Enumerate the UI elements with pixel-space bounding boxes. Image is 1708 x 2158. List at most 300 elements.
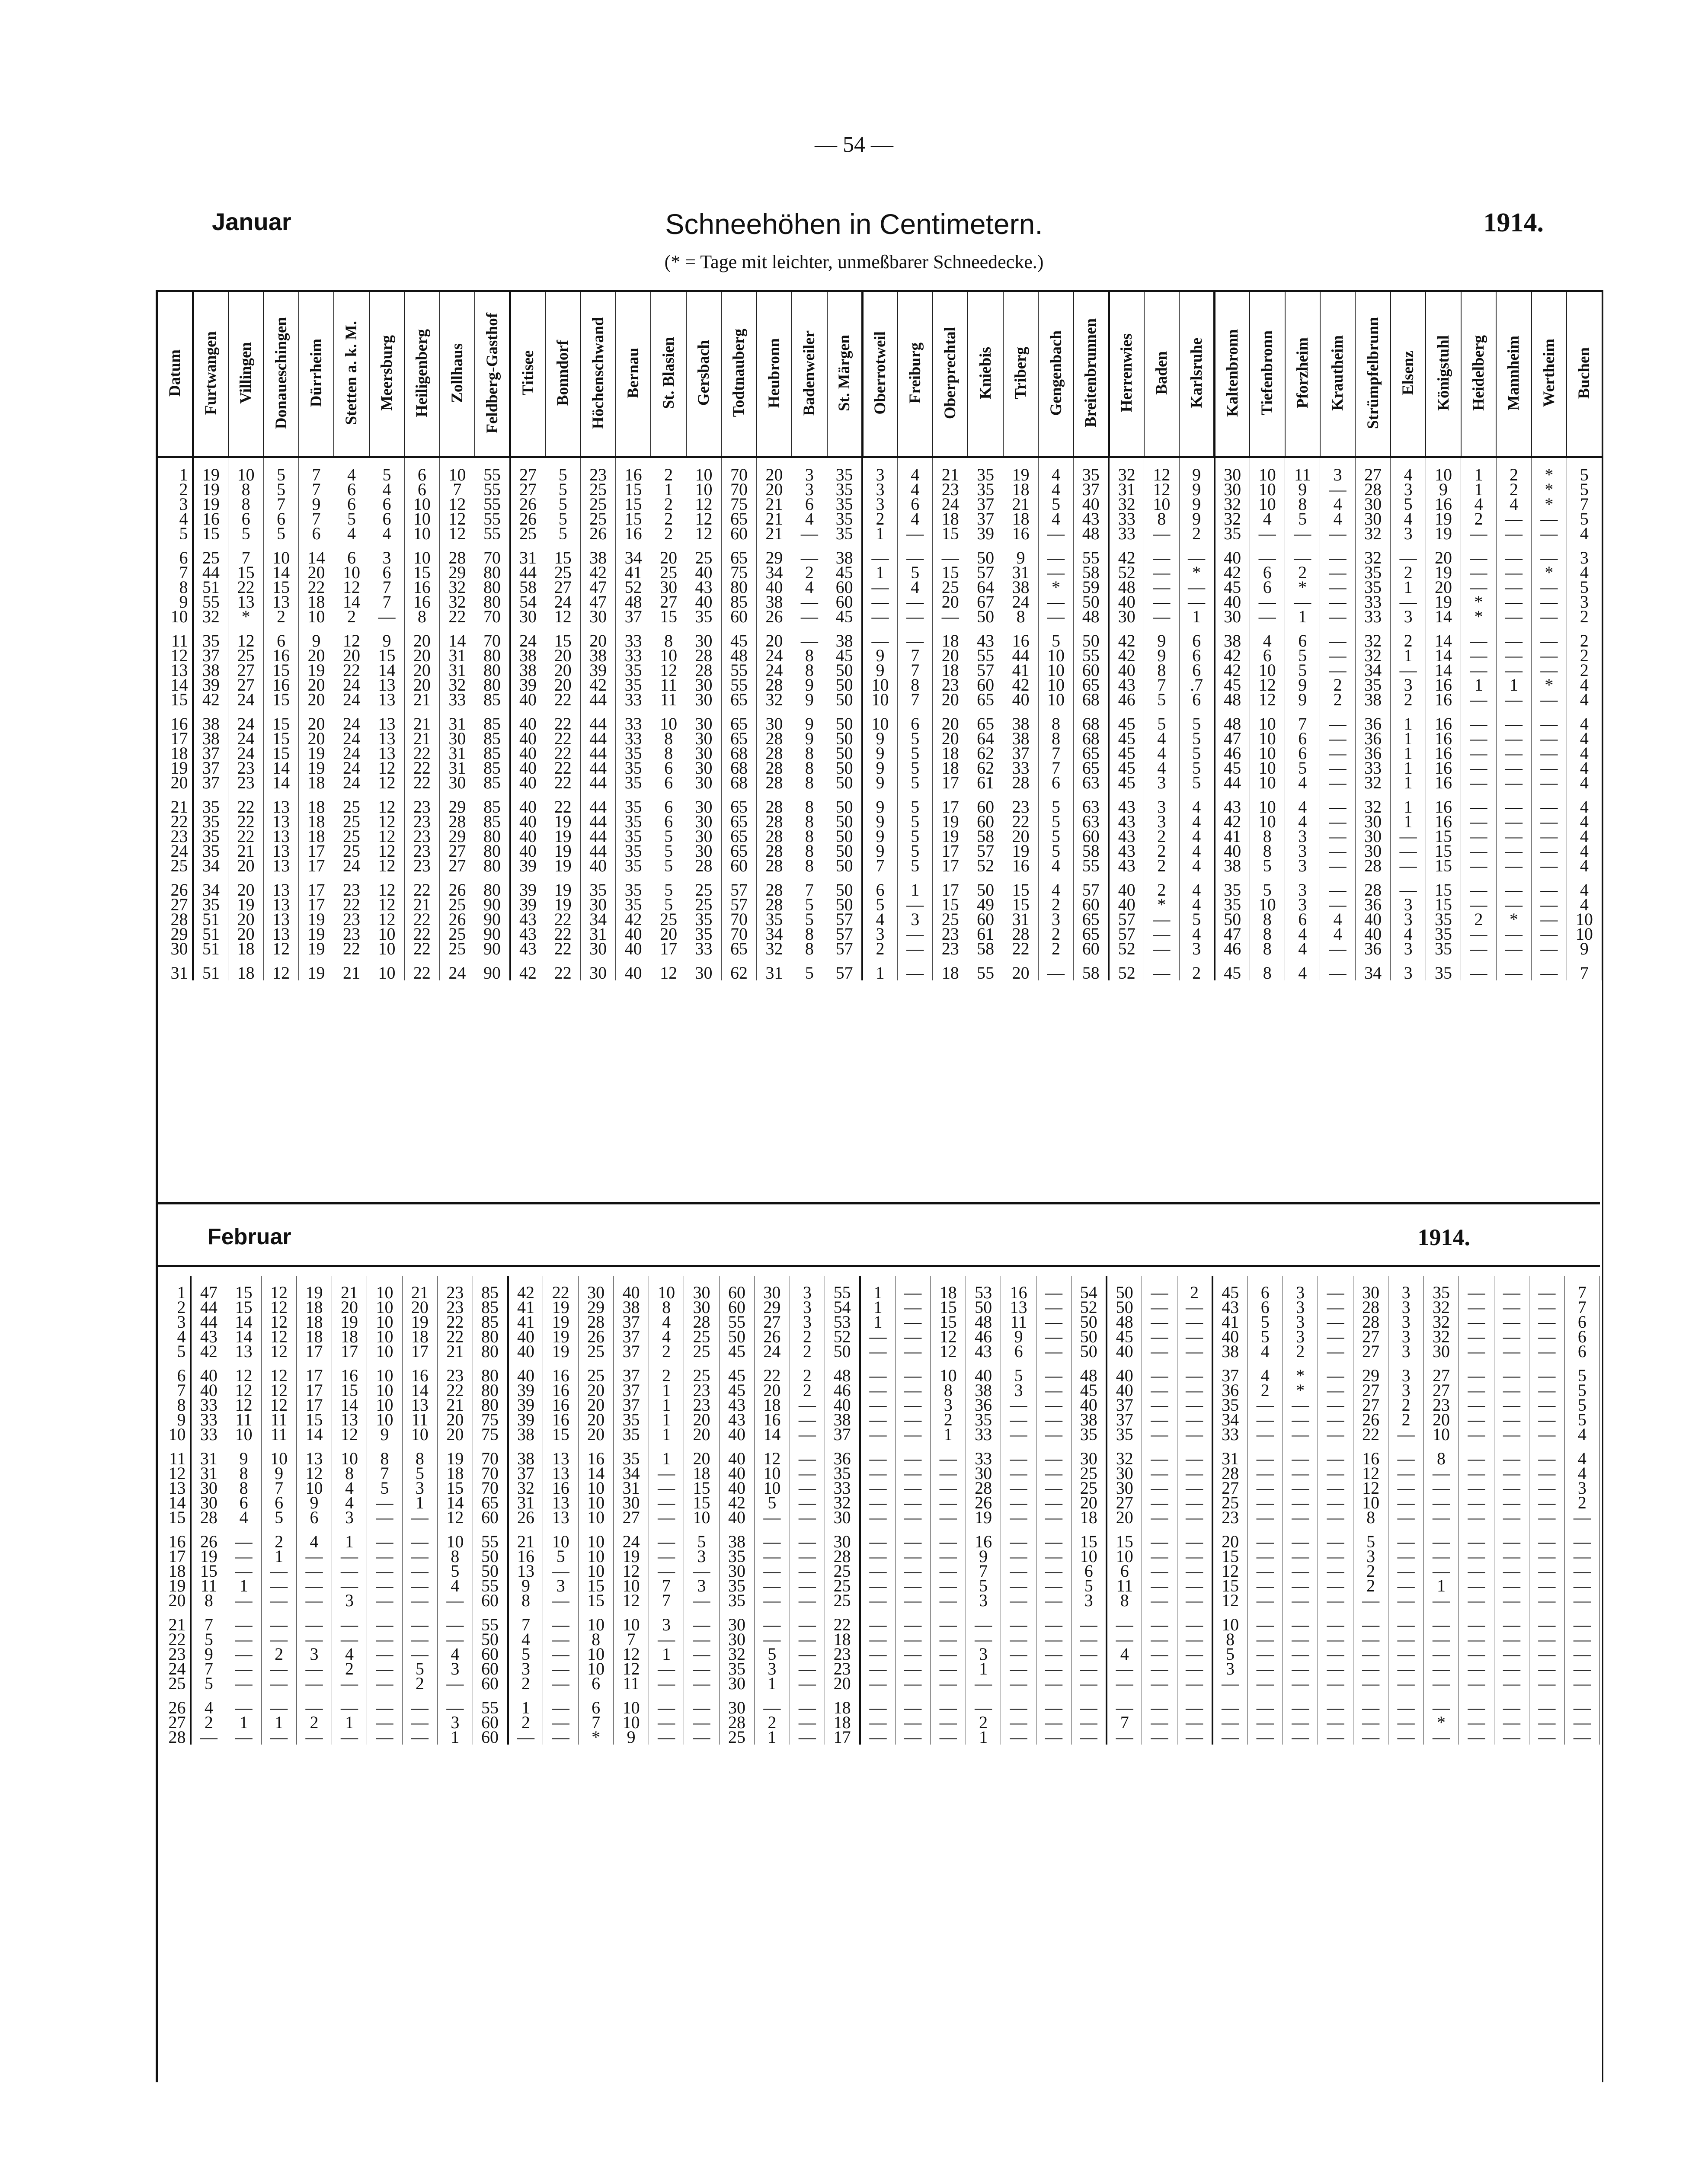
- snow-depth-cell: 9: [792, 717, 827, 731]
- snow-depth-cell: 20: [228, 912, 263, 927]
- snow-depth-cell: 40: [508, 1368, 543, 1383]
- snow-depth-cell: —: [1532, 663, 1567, 678]
- snow-depth-cell: 44: [191, 1300, 226, 1315]
- snow-depth-cell: 38: [580, 648, 615, 663]
- snow-depth-cell: —: [1036, 1534, 1071, 1549]
- snow-depth-cell: 4: [1567, 526, 1602, 541]
- snow-depth-cell: 25: [334, 800, 369, 814]
- snow-depth-cell: 58: [1074, 844, 1109, 858]
- snow-depth-cell: 16: [404, 580, 439, 595]
- snow-depth-cell: —: [1318, 1368, 1353, 1383]
- snow-depth-cell: 24: [334, 717, 369, 731]
- day-cell: 18: [158, 746, 193, 761]
- snow-depth-cell: —: [896, 1730, 931, 1745]
- snow-depth-cell: 21: [933, 467, 968, 482]
- snow-depth-cell: —: [931, 1593, 966, 1608]
- snow-depth-cell: 10: [1038, 663, 1073, 678]
- snow-depth-cell: 7: [1038, 761, 1073, 775]
- snow-depth-cell: —: [790, 1676, 825, 1691]
- snow-depth-cell: 70: [721, 482, 756, 497]
- snow-depth-cell: —: [931, 1662, 966, 1676]
- snow-depth-cell: 37: [614, 1315, 649, 1329]
- snow-depth-cell: 33: [966, 1451, 1001, 1466]
- snow-depth-cell: 50: [968, 883, 1003, 897]
- station-header-row: [158, 292, 1602, 457]
- snow-depth-cell: 23: [438, 1285, 473, 1300]
- snow-depth-cell: —: [862, 595, 897, 609]
- snow-depth-cell: —: [860, 1676, 895, 1691]
- snow-depth-cell: 20: [299, 717, 334, 731]
- snow-depth-cell: 35: [719, 1662, 754, 1676]
- snow-depth-cell: 7: [614, 1632, 649, 1647]
- snow-depth-cell: 6: [1071, 1564, 1107, 1578]
- snow-depth-cell: —: [1391, 663, 1426, 678]
- snow-depth-cell: 50: [1074, 595, 1109, 609]
- snow-depth-cell: —: [1144, 609, 1179, 624]
- snow-depth-cell: —: [1318, 1383, 1353, 1398]
- snow-depth-cell: 36: [1355, 731, 1390, 746]
- snow-depth-cell: 4: [1567, 844, 1602, 858]
- snow-depth-cell: 35: [1215, 883, 1250, 897]
- snow-depth-cell: —: [1388, 1451, 1423, 1466]
- snow-depth-cell: 30: [686, 634, 721, 648]
- snow-depth-cell: 30: [191, 1481, 226, 1495]
- snow-depth-cell: 4: [1250, 634, 1285, 648]
- snow-depth-cell: 60: [473, 1662, 508, 1676]
- snow-depth-cell: —: [402, 1549, 437, 1564]
- snow-depth-cell: —: [297, 1617, 332, 1632]
- snow-depth-cell: 20: [404, 648, 439, 663]
- snow-depth-cell: 14: [438, 1495, 473, 1510]
- snow-depth-cell: 23: [933, 678, 968, 692]
- snow-depth-cell: 60: [719, 1300, 754, 1315]
- snow-depth-cell: 3: [649, 1617, 684, 1632]
- snow-depth-cell: 33: [616, 717, 651, 731]
- snow-depth-cell: —: [1494, 1700, 1529, 1715]
- snow-depth-cell: 35: [966, 1412, 1001, 1427]
- snow-depth-cell: 7: [191, 1617, 226, 1632]
- snow-depth-cell: —: [1496, 941, 1531, 956]
- snow-depth-cell: 10: [1250, 663, 1285, 678]
- day-cell: 31: [158, 966, 193, 980]
- column-header: [1074, 292, 1109, 457]
- snow-depth-cell: 10: [367, 1285, 402, 1300]
- snow-depth-cell: 2: [651, 497, 686, 512]
- column-header: [510, 292, 545, 457]
- snow-depth-cell: 1: [332, 1715, 367, 1730]
- snow-depth-cell: —: [1320, 565, 1355, 580]
- snow-depth-cell: 1: [649, 1383, 684, 1398]
- snow-depth-cell: 20: [684, 1427, 719, 1442]
- snow-depth-cell: 52: [968, 858, 1003, 873]
- snow-depth-cell: 30: [686, 761, 721, 775]
- snow-depth-cell: —: [1529, 1662, 1564, 1676]
- snow-depth-cell: 10: [1250, 731, 1285, 746]
- snow-depth-cell: 39: [510, 897, 545, 912]
- snow-depth-cell: —: [543, 1564, 578, 1578]
- snow-depth-cell: 10: [686, 482, 721, 497]
- day-cell: 27: [158, 897, 193, 912]
- snow-depth-cell: 9: [1285, 482, 1320, 497]
- spacer-cell: [158, 457, 193, 467]
- snow-depth-cell: 10: [1144, 497, 1179, 512]
- snow-depth-cell: —: [261, 1578, 296, 1593]
- snow-depth-cell: 7: [1107, 1715, 1142, 1730]
- snow-depth-cell: 4: [1567, 858, 1602, 873]
- snow-depth-cell: 22: [545, 912, 580, 927]
- table-row: [156, 1510, 1600, 1525]
- snow-depth-cell: 30: [614, 1495, 649, 1510]
- day-cell: 28: [158, 912, 193, 927]
- snow-depth-cell: —: [1038, 551, 1073, 565]
- snow-depth-cell: 21: [334, 966, 369, 980]
- snow-depth-cell: 3: [332, 1593, 367, 1608]
- day-cell: 2: [158, 482, 193, 497]
- snow-depth-cell: 43: [1109, 829, 1144, 844]
- snow-depth-cell: —: [1247, 1676, 1283, 1691]
- snow-depth-cell: 57: [1074, 883, 1109, 897]
- snow-depth-cell: 60: [473, 1510, 508, 1525]
- snow-depth-cell: 9: [299, 497, 334, 512]
- snow-depth-cell: 39: [968, 526, 1003, 541]
- snow-depth-cell: —: [1036, 1344, 1071, 1359]
- snow-depth-cell: —: [931, 1495, 966, 1510]
- snow-depth-cell: —: [1177, 1510, 1212, 1525]
- snow-depth-cell: 3: [862, 497, 897, 512]
- snow-depth-cell: 21: [404, 717, 439, 731]
- snow-depth-cell: 55: [473, 1617, 508, 1632]
- snow-depth-cell: 32: [508, 1481, 543, 1495]
- snow-depth-cell: —: [1564, 1632, 1599, 1647]
- snow-depth-cell: 23: [334, 927, 369, 941]
- snow-depth-cell: 10: [1250, 775, 1285, 790]
- snow-depth-cell: 30: [719, 1700, 754, 1715]
- snow-depth-cell: —: [1142, 1329, 1177, 1344]
- snow-depth-cell: 15: [226, 1285, 261, 1300]
- snow-depth-cell: 13: [263, 800, 298, 814]
- snow-depth-cell: 65: [1074, 927, 1109, 941]
- snow-depth-cell: 46: [1215, 746, 1250, 761]
- snow-depth-cell: 51: [193, 580, 228, 595]
- day-cell: 16: [158, 717, 193, 731]
- day-cell: 3: [158, 497, 193, 512]
- snow-depth-cell: —: [1283, 1549, 1318, 1564]
- snow-depth-cell: 8: [1250, 927, 1285, 941]
- snow-depth-cell: 13: [369, 678, 404, 692]
- snow-depth-cell: 26: [578, 1329, 613, 1344]
- snow-depth-cell: 23: [1003, 800, 1038, 814]
- snow-depth-cell: 30: [686, 966, 721, 980]
- snow-depth-cell: 7: [1567, 966, 1602, 980]
- snow-depth-cell: 11: [1107, 1578, 1142, 1593]
- snow-depth-cell: 48: [1071, 1368, 1107, 1383]
- snow-depth-cell: —: [367, 1617, 402, 1632]
- snow-depth-cell: 2: [1567, 648, 1602, 663]
- snow-depth-cell: 35: [616, 829, 651, 844]
- snow-depth-cell: 4: [1144, 731, 1179, 746]
- snow-depth-cell: 10: [226, 1427, 261, 1442]
- snow-depth-cell: —: [1179, 551, 1214, 565]
- snow-depth-cell: 20: [228, 883, 263, 897]
- snow-depth-cell: 30: [719, 1676, 754, 1691]
- snow-depth-cell: 4: [1567, 775, 1602, 790]
- snow-depth-cell: —: [1107, 1617, 1142, 1632]
- snow-depth-cell: 8: [438, 1549, 473, 1564]
- snow-depth-cell: —: [1142, 1510, 1177, 1525]
- snow-depth-cell: 4: [1320, 927, 1355, 941]
- snow-depth-cell: 5: [545, 467, 580, 482]
- snow-depth-cell: 18: [332, 1329, 367, 1344]
- snow-depth-cell: —: [1071, 1617, 1107, 1632]
- snow-depth-cell: —: [1283, 1466, 1318, 1481]
- snow-depth-cell: —: [1318, 1285, 1353, 1300]
- snow-depth-cell: 6: [578, 1700, 613, 1715]
- snow-depth-cell: —: [1423, 1730, 1459, 1745]
- snow-depth-cell: —: [1071, 1662, 1107, 1676]
- snow-depth-cell: 35: [968, 467, 1003, 482]
- snow-depth-cell: 37: [193, 746, 228, 761]
- snow-depth-cell: 75: [473, 1412, 508, 1427]
- snow-depth-cell: 25: [193, 551, 228, 565]
- snow-depth-cell: 23: [933, 941, 968, 956]
- snow-depth-cell: —: [1036, 1564, 1071, 1578]
- snow-depth-cell: —: [1142, 1632, 1177, 1647]
- snow-depth-cell: 19: [543, 1329, 578, 1344]
- snow-depth-cell: 18: [1003, 482, 1038, 497]
- snow-depth-cell: —: [1496, 551, 1531, 565]
- snow-depth-cell: 33: [616, 692, 651, 707]
- snow-depth-cell: 10: [404, 497, 439, 512]
- snow-depth-cell: 40: [1215, 595, 1250, 609]
- snow-depth-cell: —: [543, 1593, 578, 1608]
- snow-depth-cell: 60: [473, 1715, 508, 1730]
- snow-depth-cell: —: [1391, 551, 1426, 565]
- column-header: [651, 292, 686, 457]
- snow-depth-cell: 12: [440, 526, 475, 541]
- snow-depth-cell: —: [1461, 526, 1496, 541]
- snow-depth-cell: 2: [649, 1344, 684, 1359]
- snow-depth-cell: 6: [792, 497, 827, 512]
- snow-depth-cell: 41: [508, 1315, 543, 1329]
- snow-depth-cell: 28: [440, 551, 475, 565]
- snow-depth-cell: 23: [438, 1300, 473, 1315]
- snow-depth-cell: —: [1532, 927, 1567, 941]
- column-header: [968, 292, 1003, 457]
- snow-depth-cell: 30: [757, 717, 792, 731]
- snow-depth-cell: —: [1532, 883, 1567, 897]
- snow-depth-cell: 9: [862, 800, 897, 814]
- snow-depth-cell: 43: [719, 1398, 754, 1412]
- snow-depth-cell: 4: [508, 1632, 543, 1647]
- snow-depth-cell: 55: [475, 512, 510, 526]
- snow-depth-cell: 28: [686, 663, 721, 678]
- snow-depth-cell: —: [1250, 595, 1285, 609]
- snow-depth-cell: —: [1144, 941, 1179, 956]
- snow-depth-cell: —: [1320, 883, 1355, 897]
- snow-depth-cell: 4: [1391, 467, 1426, 482]
- snow-depth-cell: —: [1529, 1427, 1564, 1442]
- snow-depth-cell: 65: [721, 814, 756, 829]
- snow-depth-cell: —: [1212, 1715, 1247, 1730]
- snow-depth-cell: 4: [792, 512, 827, 526]
- column-header-label: Höchenschwand: [589, 317, 607, 429]
- day-cell: 28: [156, 1730, 191, 1745]
- snow-depth-cell: 43: [1215, 800, 1250, 814]
- snow-depth-cell: —: [931, 1578, 966, 1593]
- snow-depth-cell: 31: [440, 648, 475, 663]
- snow-depth-cell: *: [1532, 678, 1567, 692]
- column-header: [369, 292, 404, 457]
- snow-depth-cell: —: [1318, 1344, 1353, 1359]
- snow-depth-cell: 12: [369, 844, 404, 858]
- snow-depth-cell: 28: [1353, 1300, 1388, 1315]
- snow-depth-cell: 40: [1355, 927, 1390, 941]
- snow-depth-cell: 33: [440, 692, 475, 707]
- day-cell: 26: [156, 1700, 191, 1715]
- snow-depth-cell: 15: [684, 1481, 719, 1495]
- snow-depth-cell: —: [1459, 1534, 1494, 1549]
- day-cell: 13: [156, 1481, 191, 1495]
- snow-depth-cell: 11: [651, 692, 686, 707]
- snow-depth-cell: —: [1461, 565, 1496, 580]
- snow-depth-cell: —: [1001, 1412, 1036, 1427]
- snow-depth-cell: —: [1177, 1564, 1212, 1578]
- snow-depth-cell: —: [1532, 941, 1567, 956]
- snow-depth-cell: 40: [616, 966, 651, 980]
- snow-depth-cell: 24: [334, 692, 369, 707]
- snow-depth-cell: 4: [332, 1647, 367, 1662]
- snow-depth-cell: 4: [1285, 775, 1320, 790]
- snow-depth-cell: 50: [827, 858, 862, 873]
- snow-depth-cell: 5: [1144, 717, 1179, 731]
- snow-depth-cell: 32: [1423, 1329, 1459, 1344]
- snow-depth-cell: 24: [757, 648, 792, 663]
- day-cell: 4: [158, 512, 193, 526]
- snow-depth-cell: 34: [757, 927, 792, 941]
- snow-depth-cell: 3: [1001, 1383, 1036, 1398]
- snow-depth-cell: 50: [827, 897, 862, 912]
- snow-depth-cell: —: [1459, 1481, 1494, 1495]
- snow-depth-cell: 57: [968, 565, 1003, 580]
- snow-depth-cell: 8: [651, 746, 686, 761]
- snow-depth-cell: 19: [1426, 526, 1461, 541]
- snow-depth-cell: 20: [545, 648, 580, 663]
- snow-depth-cell: 13: [332, 1412, 367, 1427]
- snow-depth-cell: —: [684, 1632, 719, 1647]
- snow-depth-cell: 50: [968, 551, 1003, 565]
- snow-depth-cell: 20: [1107, 1510, 1142, 1525]
- snow-depth-cell: 35: [193, 800, 228, 814]
- snow-depth-cell: 3: [1353, 1549, 1388, 1564]
- snow-depth-cell: 54: [1071, 1285, 1107, 1300]
- snow-depth-cell: 3: [1567, 595, 1602, 609]
- snow-depth-cell: —: [226, 1676, 261, 1691]
- snow-depth-cell: —: [226, 1662, 261, 1676]
- snow-depth-cell: 16: [263, 678, 298, 692]
- snow-depth-cell: 24: [614, 1534, 649, 1549]
- snow-depth-cell: 2: [1285, 565, 1320, 580]
- snow-depth-cell: —: [896, 1700, 931, 1715]
- snow-depth-cell: —: [931, 1451, 966, 1466]
- snow-depth-cell: 4: [1247, 1368, 1283, 1383]
- snow-depth-cell: —: [1391, 829, 1426, 844]
- snow-depth-cell: 40: [1074, 497, 1109, 512]
- snow-depth-cell: 11: [402, 1412, 437, 1427]
- snow-depth-cell: 5: [543, 1549, 578, 1564]
- snow-depth-cell: 9: [792, 692, 827, 707]
- snow-depth-cell: —: [860, 1495, 895, 1510]
- snow-depth-cell: 1: [649, 1647, 684, 1662]
- day-cell: 14: [158, 678, 193, 692]
- snow-depth-cell: —: [1071, 1730, 1107, 1745]
- snow-depth-cell: 26: [510, 512, 545, 526]
- snow-depth-cell: 51: [193, 966, 228, 980]
- snow-depth-cell: —: [1036, 1383, 1071, 1398]
- snow-depth-cell: —: [896, 1412, 931, 1427]
- snow-depth-cell: 32: [1355, 526, 1390, 541]
- snow-depth-cell: 5: [369, 467, 404, 482]
- snow-depth-cell: 37: [508, 1466, 543, 1481]
- snow-depth-cell: 6: [651, 775, 686, 790]
- snow-depth-cell: —: [1212, 1676, 1247, 1691]
- snow-depth-cell: 30: [825, 1534, 860, 1549]
- snow-depth-cell: 18: [755, 1398, 790, 1412]
- snow-depth-cell: 10: [1250, 482, 1285, 497]
- snow-depth-cell: 52: [1109, 565, 1144, 580]
- snow-depth-cell: —: [1038, 526, 1073, 541]
- snow-depth-cell: 7: [862, 858, 897, 873]
- snow-depth-cell: 35: [1426, 912, 1461, 927]
- snow-depth-cell: —: [1320, 648, 1355, 663]
- snow-depth-cell: —: [1283, 1578, 1318, 1593]
- snow-depth-cell: 16: [1426, 800, 1461, 814]
- snow-depth-cell: —: [1529, 1700, 1564, 1715]
- snow-depth-cell: —: [931, 1700, 966, 1715]
- snow-depth-cell: 34: [757, 565, 792, 580]
- snow-depth-cell: —: [790, 1578, 825, 1593]
- snow-depth-cell: 63: [1074, 814, 1109, 829]
- snow-depth-cell: 12: [261, 1315, 296, 1329]
- snow-depth-cell: 5: [1247, 1329, 1283, 1344]
- snow-depth-cell: 16: [402, 1368, 437, 1383]
- snow-depth-cell: —: [1496, 966, 1531, 980]
- snow-depth-cell: 5: [1247, 1315, 1283, 1329]
- snow-depth-cell: 38: [1215, 858, 1250, 873]
- snow-depth-cell: —: [1532, 912, 1567, 927]
- spacer-cell: [158, 541, 193, 551]
- snow-depth-cell: 10: [404, 526, 439, 541]
- snow-depth-cell: —: [1283, 1495, 1318, 1510]
- snow-depth-cell: 47: [1215, 927, 1250, 941]
- snow-depth-cell: 7: [228, 551, 263, 565]
- snow-depth-cell: 2: [1038, 941, 1073, 956]
- snow-depth-cell: —: [1320, 634, 1355, 648]
- snow-depth-cell: —: [1529, 1549, 1564, 1564]
- snow-depth-cell: 37: [614, 1329, 649, 1344]
- snow-depth-cell: 47: [580, 580, 615, 595]
- snow-depth-cell: —: [1285, 551, 1320, 565]
- snow-depth-cell: 24: [334, 731, 369, 746]
- snow-depth-cell: 2: [332, 1662, 367, 1676]
- snow-depth-cell: —: [226, 1632, 261, 1647]
- snow-depth-cell: 60: [1074, 663, 1109, 678]
- snow-depth-cell: 16: [966, 1534, 1001, 1549]
- snow-depth-cell: —: [1494, 1662, 1529, 1676]
- snow-depth-cell: 5: [898, 814, 933, 829]
- snow-depth-cell: 10: [543, 1534, 578, 1549]
- snow-depth-cell: 21: [1003, 497, 1038, 512]
- snow-depth-cell: 18: [933, 966, 968, 980]
